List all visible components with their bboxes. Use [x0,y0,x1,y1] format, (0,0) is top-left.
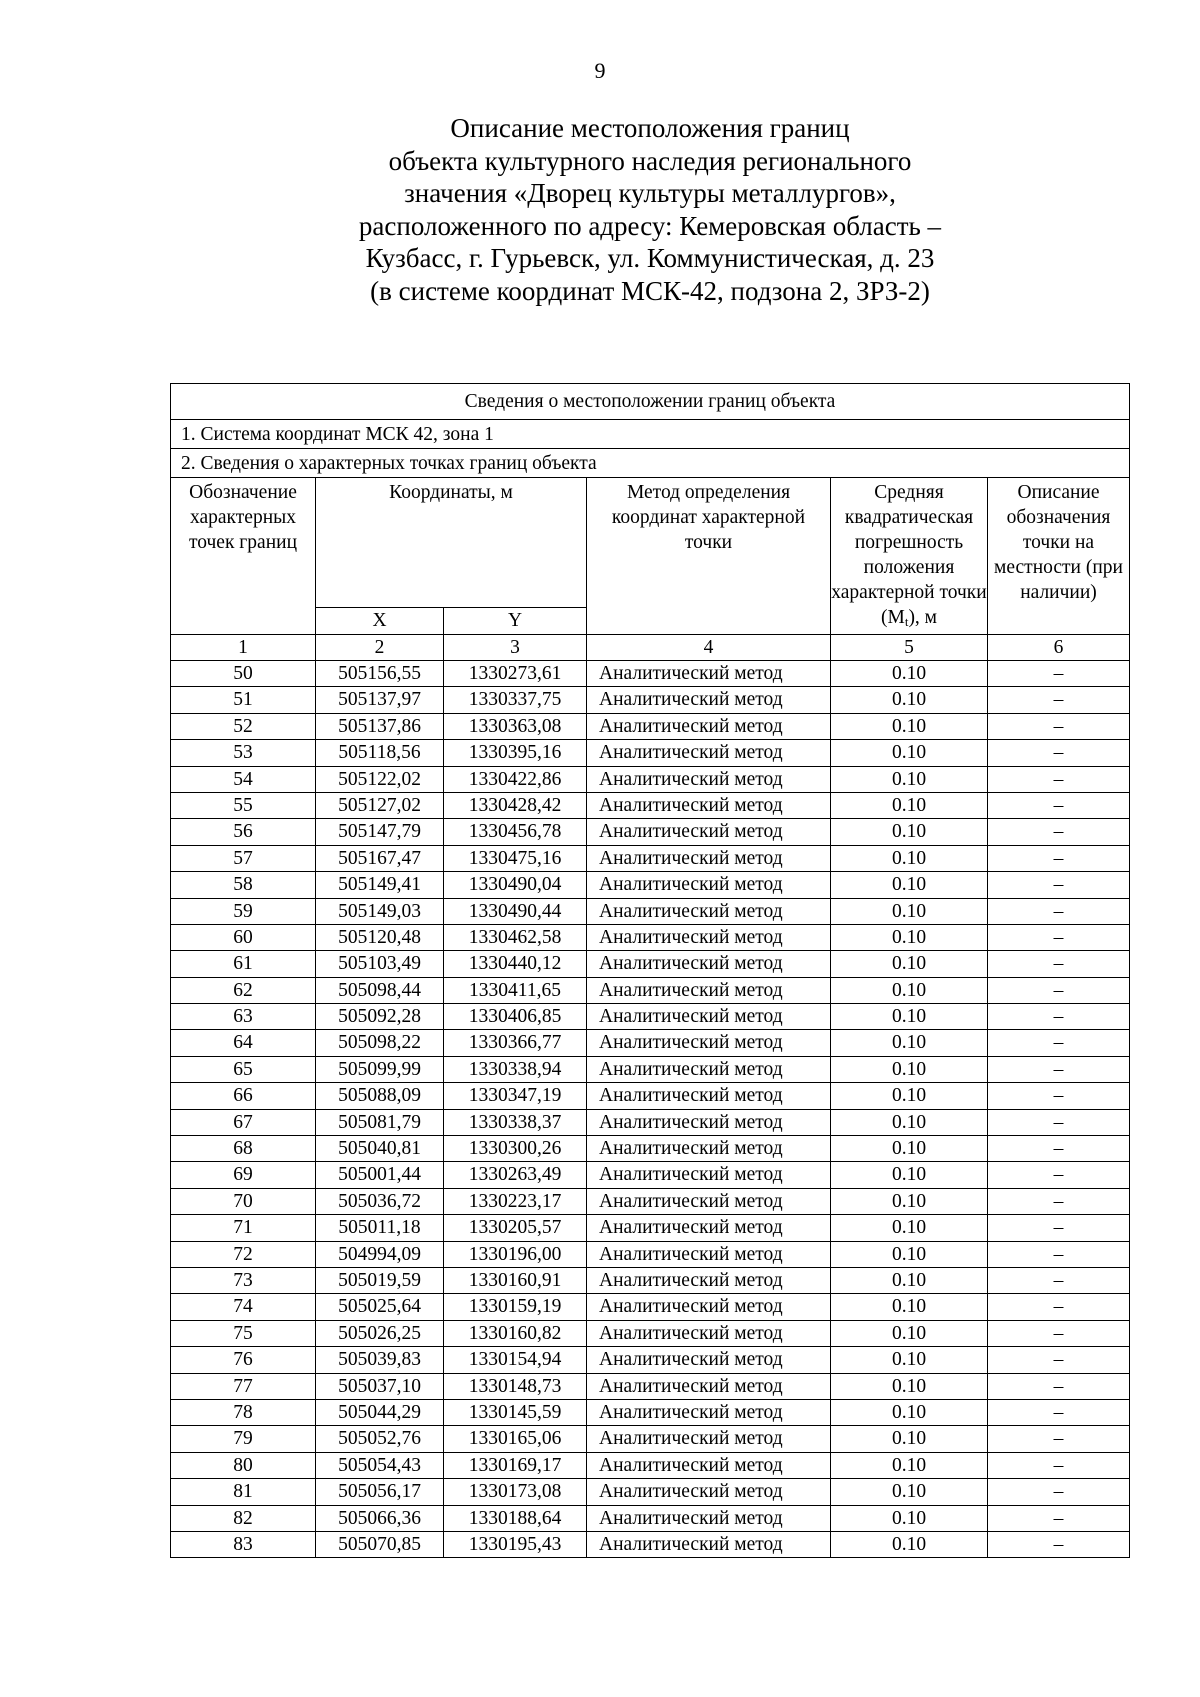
table-row [171,924,1130,950]
cell-x: 505137,97 [316,687,444,713]
cell-y: 1330456,78 [444,819,587,845]
cell-error: 0.10 [831,819,988,845]
cell-description: – [988,1241,1130,1267]
document-title [250,112,1050,307]
cell-x: 505044,29 [316,1399,444,1425]
title-line: Кузбасс, г. Гурьевск, ул. Коммунистическая, д. 23 [365,243,935,273]
cell-error: 0.10 [831,977,988,1003]
cell-point-id: 78 [171,1399,316,1425]
cell-error: 0.10 [831,1004,988,1030]
header-error-subscript: t [904,614,909,629]
cell-method: Аналитический метод [587,1347,831,1373]
cell-point-id: 51 [171,687,316,713]
cell-method: Аналитический метод [587,898,831,924]
cell-method: Аналитический метод [587,1452,831,1478]
cell-error: 0.10 [831,1215,988,1241]
cell-point-id: 60 [171,924,316,950]
cell-point-id: 71 [171,1215,316,1241]
cell-point-id: 66 [171,1083,316,1109]
table-row [171,1215,1130,1241]
cell-point-id: 81 [171,1479,316,1505]
page-number: 9 [594,58,606,83]
cell-description: – [988,1215,1130,1241]
cell-y: 1330338,94 [444,1056,587,1082]
cell-y: 1330154,94 [444,1347,587,1373]
cell-method: Аналитический метод [587,713,831,739]
cell-x: 505081,79 [316,1109,444,1135]
cell-x: 504994,09 [316,1241,444,1267]
table-row [171,1399,1130,1425]
cell-point-id: 83 [171,1531,316,1557]
cell-description: – [988,740,1130,766]
cell-description: – [988,951,1130,977]
cell-y: 1330273,61 [444,661,587,687]
cell-method: Аналитический метод [587,661,831,687]
cell-x: 505149,03 [316,898,444,924]
table-row [171,1162,1130,1188]
table-row [171,1479,1130,1505]
cell-y: 1330196,00 [444,1241,587,1267]
cell-y: 1330422,86 [444,766,587,792]
cell-point-id: 80 [171,1452,316,1478]
cell-point-id: 65 [171,1056,316,1082]
cell-description: – [988,1452,1130,1478]
table-row [171,1241,1130,1267]
cell-y: 1330395,16 [444,740,587,766]
table-row [171,740,1130,766]
cell-method: Аналитический метод [587,1136,831,1162]
cell-method: Аналитический метод [587,1109,831,1135]
table-body [171,384,1130,1558]
table-row [171,977,1130,1003]
cell-y: 1330169,17 [444,1452,587,1478]
cell-description: – [988,1004,1130,1030]
cell-y: 1330160,82 [444,1320,587,1346]
table-row [171,845,1130,871]
cell-error: 0.10 [831,1241,988,1267]
cell-x: 505056,17 [316,1479,444,1505]
cell-x: 505120,48 [316,924,444,950]
cell-error: 0.10 [831,1505,988,1531]
cell-description: – [988,1162,1130,1188]
cell-x: 505127,02 [316,792,444,818]
cell-x: 505026,25 [316,1320,444,1346]
cell-point-id: 73 [171,1267,316,1293]
cell-method: Аналитический метод [587,1294,831,1320]
cell-y: 1330475,16 [444,845,587,871]
cell-error: 0.10 [831,1109,988,1135]
cell-error: 0.10 [831,1531,988,1557]
cell-x: 505118,56 [316,740,444,766]
cell-error: 0.10 [831,1188,988,1214]
cell-point-id: 72 [171,1241,316,1267]
cell-method: Аналитический метод [587,872,831,898]
cell-method: Аналитический метод [587,1531,831,1557]
cell-y: 1330347,19 [444,1083,587,1109]
cell-point-id: 57 [171,845,316,871]
cell-description: – [988,766,1130,792]
table-row [171,1320,1130,1346]
cell-x: 505149,41 [316,872,444,898]
cell-y: 1330195,43 [444,1531,587,1557]
cell-x: 505011,18 [316,1215,444,1241]
cell-description: – [988,687,1130,713]
cell-point-id: 61 [171,951,316,977]
cell-error: 0.10 [831,872,988,898]
cell-error: 0.10 [831,792,988,818]
cell-description: – [988,1505,1130,1531]
cell-method: Аналитический метод [587,1004,831,1030]
column-number: 3 [444,635,587,661]
cell-y: 1330173,08 [444,1479,587,1505]
cell-description: – [988,898,1130,924]
cell-x: 505167,47 [316,845,444,871]
cell-y: 1330490,04 [444,872,587,898]
cell-error: 0.10 [831,924,988,950]
cell-description: – [988,713,1130,739]
cell-error: 0.10 [831,1162,988,1188]
table-row [171,1267,1130,1293]
cell-description: – [988,1320,1130,1346]
cell-method: Аналитический метод [587,1056,831,1082]
cell-x: 505147,79 [316,819,444,845]
column-number: 1 [171,635,316,661]
cell-description: – [988,924,1130,950]
cell-x: 505040,81 [316,1136,444,1162]
cell-y: 1330300,26 [444,1136,587,1162]
cell-description: – [988,1373,1130,1399]
cell-error: 0.10 [831,661,988,687]
cell-method: Аналитический метод [587,1373,831,1399]
cell-y: 1330338,37 [444,1109,587,1135]
cell-description: – [988,1267,1130,1293]
cell-y: 1330428,42 [444,792,587,818]
cell-method: Аналитический метод [587,1267,831,1293]
cell-y: 1330490,44 [444,898,587,924]
table-caption: Сведения о местоположении границ объекта [171,384,1130,420]
table-caption-row [171,384,1130,420]
title-line: расположенного по адресу: Кемеровская область – [358,210,942,241]
table-row [171,951,1130,977]
table-row [171,1030,1130,1056]
column-number: 4 [587,635,831,661]
title-line: значения «Дворец культуры металлургов», [404,178,896,208]
cell-x: 505098,22 [316,1030,444,1056]
header-error [831,478,988,635]
table-row [171,872,1130,898]
cell-method: Аналитический метод [587,1215,831,1241]
cell-x: 505066,36 [316,1505,444,1531]
cell-description: – [988,1399,1130,1425]
cell-y: 1330411,65 [444,977,587,1003]
cell-point-id: 56 [171,819,316,845]
cell-description: – [988,661,1130,687]
cell-method: Аналитический метод [587,977,831,1003]
cell-error: 0.10 [831,1373,988,1399]
cell-error: 0.10 [831,1479,988,1505]
cell-error: 0.10 [831,1426,988,1452]
cell-x: 505156,55 [316,661,444,687]
cell-error: 0.10 [831,1320,988,1346]
table-row [171,1505,1130,1531]
cell-x: 505137,86 [316,713,444,739]
cell-description: – [988,1083,1130,1109]
cell-method: Аналитический метод [587,1241,831,1267]
table-row [171,1373,1130,1399]
section-title: 2. Сведения о характерных точках границ объекта [171,449,1130,478]
cell-method: Аналитический метод [587,1188,831,1214]
cell-description: – [988,1479,1130,1505]
cell-description: – [988,1136,1130,1162]
cell-x: 505025,64 [316,1294,444,1320]
cell-method: Аналитический метод [587,1162,831,1188]
table-row [171,1426,1130,1452]
header-error-unit: ), м [908,607,938,628]
header-y: Y [444,607,587,634]
table-row [171,1452,1130,1478]
cell-method: Аналитический метод [587,845,831,871]
table-row [171,1294,1130,1320]
cell-point-id: 53 [171,740,316,766]
boundary-points-table [170,383,1130,1558]
cell-y: 1330223,17 [444,1188,587,1214]
cell-description: – [988,1347,1130,1373]
cell-y: 1330366,77 [444,1030,587,1056]
cell-point-id: 82 [171,1505,316,1531]
table-row [171,792,1130,818]
cell-point-id: 55 [171,792,316,818]
cell-y: 1330159,19 [444,1294,587,1320]
header-point: Обозначение характерных точек границ [171,478,316,635]
cell-error: 0.10 [831,1294,988,1320]
cell-error: 0.10 [831,1452,988,1478]
cell-error: 0.10 [831,687,988,713]
table-row [171,713,1130,739]
cell-description: – [988,1030,1130,1056]
title-line: объекта культурного наследия регионального [388,145,912,176]
column-number: 5 [831,635,988,661]
cell-y: 1330440,12 [444,951,587,977]
cell-y: 1330363,08 [444,713,587,739]
cell-y: 1330462,58 [444,924,587,950]
cell-point-id: 63 [171,1004,316,1030]
table-row [171,819,1130,845]
cell-point-id: 59 [171,898,316,924]
cell-x: 505103,49 [316,951,444,977]
table-row [171,898,1130,924]
cell-point-id: 52 [171,713,316,739]
cell-method: Аналитический метод [587,740,831,766]
cell-point-id: 62 [171,977,316,1003]
column-number: 6 [988,635,1130,661]
cell-x: 505019,59 [316,1267,444,1293]
cell-point-id: 67 [171,1109,316,1135]
cell-y: 1330337,75 [444,687,587,713]
cell-method: Аналитический метод [587,1083,831,1109]
cell-error: 0.10 [831,951,988,977]
cell-point-id: 50 [171,661,316,687]
column-number: 2 [316,635,444,661]
cell-error: 0.10 [831,1267,988,1293]
cell-x: 505037,10 [316,1373,444,1399]
cell-description: – [988,1531,1130,1557]
cell-description: – [988,819,1130,845]
header-x: X [316,607,444,634]
cell-method: Аналитический метод [587,1505,831,1531]
cell-error: 0.10 [831,1347,988,1373]
coordinate-system: 1. Система координат МСК 42, зона 1 [171,420,1130,449]
cell-description: – [988,1109,1130,1135]
cell-error: 0.10 [831,1056,988,1082]
cell-point-id: 68 [171,1136,316,1162]
cell-point-id: 58 [171,872,316,898]
cell-method: Аналитический метод [587,1479,831,1505]
cell-x: 505088,09 [316,1083,444,1109]
cell-x: 505036,72 [316,1188,444,1214]
cell-y: 1330165,06 [444,1426,587,1452]
cell-error: 0.10 [831,766,988,792]
coordinate-system-row [171,420,1130,449]
table-row [171,1188,1130,1214]
cell-method: Аналитический метод [587,687,831,713]
cell-description: – [988,977,1130,1003]
cell-method: Аналитический метод [587,1426,831,1452]
table-row [171,1136,1130,1162]
cell-x: 505039,83 [316,1347,444,1373]
cell-error: 0.10 [831,845,988,871]
cell-error: 0.10 [831,1399,988,1425]
table-row [171,1109,1130,1135]
cell-description: – [988,1294,1130,1320]
cell-description: – [988,1056,1130,1082]
cell-point-id: 75 [171,1320,316,1346]
cell-error: 0.10 [831,1136,988,1162]
header-row [171,478,1130,608]
cell-point-id: 69 [171,1162,316,1188]
cell-method: Аналитический метод [587,819,831,845]
column-number-row [171,635,1130,661]
cell-point-id: 76 [171,1347,316,1373]
cell-description: – [988,845,1130,871]
cell-description: – [988,1426,1130,1452]
cell-y: 1330263,49 [444,1162,587,1188]
cell-point-id: 64 [171,1030,316,1056]
cell-y: 1330188,64 [444,1505,587,1531]
cell-point-id: 74 [171,1294,316,1320]
table-row [171,661,1130,687]
cell-method: Аналитический метод [587,1399,831,1425]
cell-y: 1330148,73 [444,1373,587,1399]
title-line: Описание местоположения границ [450,113,850,143]
header-coords: Координаты, м [316,478,587,608]
section-title-row [171,449,1130,478]
cell-point-id: 70 [171,1188,316,1214]
table-row [171,1004,1130,1030]
table-row [171,1083,1130,1109]
cell-y: 1330145,59 [444,1399,587,1425]
cell-error: 0.10 [831,740,988,766]
cell-x: 505092,28 [316,1004,444,1030]
cell-y: 1330205,57 [444,1215,587,1241]
cell-x: 505054,43 [316,1452,444,1478]
cell-x: 505099,99 [316,1056,444,1082]
cell-y: 1330160,91 [444,1267,587,1293]
cell-error: 0.10 [831,1083,988,1109]
cell-x: 505001,44 [316,1162,444,1188]
cell-x: 505122,02 [316,766,444,792]
cell-x: 505098,44 [316,977,444,1003]
cell-x: 505052,76 [316,1426,444,1452]
header-error-text: Средняя квадратическая погрешность положения характерной точки (M [831,482,987,628]
cell-error: 0.10 [831,713,988,739]
cell-y: 1330406,85 [444,1004,587,1030]
cell-point-id: 79 [171,1426,316,1452]
cell-method: Аналитический метод [587,951,831,977]
cell-error: 0.10 [831,898,988,924]
cell-method: Аналитический метод [587,1030,831,1056]
cell-method: Аналитический метод [587,1320,831,1346]
cell-point-id: 77 [171,1373,316,1399]
cell-method: Аналитический метод [587,792,831,818]
cell-x: 505070,85 [316,1531,444,1557]
cell-method: Аналитический метод [587,924,831,950]
cell-method: Аналитический метод [587,766,831,792]
title-line: (в системе координат МСК-42, подзона 2, ЗРЗ-2) [370,275,930,306]
cell-point-id: 54 [171,766,316,792]
cell-error: 0.10 [831,1030,988,1056]
cell-description: – [988,1188,1130,1214]
cell-description: – [988,872,1130,898]
table-row [171,766,1130,792]
cell-description: – [988,792,1130,818]
header-method: Метод определения координат характерной точки [587,478,831,635]
table-row [171,1531,1130,1557]
table-row [171,687,1130,713]
table-row [171,1347,1130,1373]
header-description: Описание обозначения точки на местности (при наличии) [988,478,1130,635]
table-row [171,1056,1130,1082]
